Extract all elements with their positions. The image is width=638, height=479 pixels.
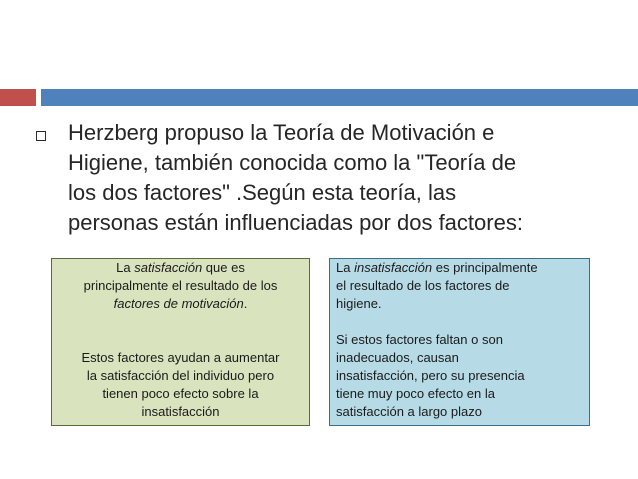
- satisfaction-line-2: principalmente el resultado de los: [83, 278, 278, 293]
- header-accent-red: [0, 89, 36, 106]
- text-run: La: [336, 260, 355, 275]
- emphasis-factores-motivacion: factores de motivación: [113, 296, 244, 311]
- dissatisfaction-detail-line: inadecuados, causan: [336, 350, 459, 365]
- satisfaction-detail-line: Estos factores ayudan a aumentar: [81, 350, 280, 365]
- satisfaction-detail-line: insatisfacción: [141, 404, 220, 419]
- dissatisfaction-detail-line: tiene muy poco efecto en la: [336, 386, 495, 401]
- slide-main-text: [68, 118, 628, 238]
- text-run: La: [116, 260, 135, 275]
- heading-line: Higiene, también conocida como la "Teoría de: [68, 150, 517, 175]
- heading-line: personas están influenciadas por dos factores:: [68, 210, 523, 235]
- header-accent-blue: [41, 89, 638, 106]
- text-run: es principalmente: [432, 260, 538, 275]
- dissatisfaction-line-1: [336, 259, 589, 277]
- satisfaction-detail-line: la satisfacción del individuo pero: [86, 368, 275, 383]
- dissatisfaction-line-2: el resultado de los factores de: [336, 278, 510, 293]
- dissatisfaction-detail-line: satisfacción a largo plazo: [336, 404, 482, 419]
- dissatisfaction-box: [329, 258, 590, 426]
- satisfaction-line-3: [52, 295, 309, 313]
- satisfaction-line-1: [52, 259, 309, 277]
- satisfaction-box: [51, 258, 310, 426]
- satisfaction-detail-line: tienen poco efecto sobre la: [102, 386, 259, 401]
- heading-line: los dos factores" .Según esta teoría, las: [68, 180, 457, 205]
- bullet-square-icon: [36, 131, 46, 141]
- dissatisfaction-line-3: higiene.: [336, 296, 382, 311]
- emphasis-insatisfaccion: insatisfacción: [354, 260, 433, 275]
- text-run: .: [243, 296, 248, 311]
- dissatisfaction-detail-line: Si estos factores faltan o son: [336, 332, 503, 347]
- dissatisfaction-detail-line: insatisfacción, pero su presencia: [336, 368, 525, 383]
- heading-line: Herzberg propuso la Teoría de Motivación e: [68, 120, 495, 145]
- text-run: que es: [202, 260, 245, 275]
- emphasis-satisfaccion: satisfacción: [134, 260, 203, 275]
